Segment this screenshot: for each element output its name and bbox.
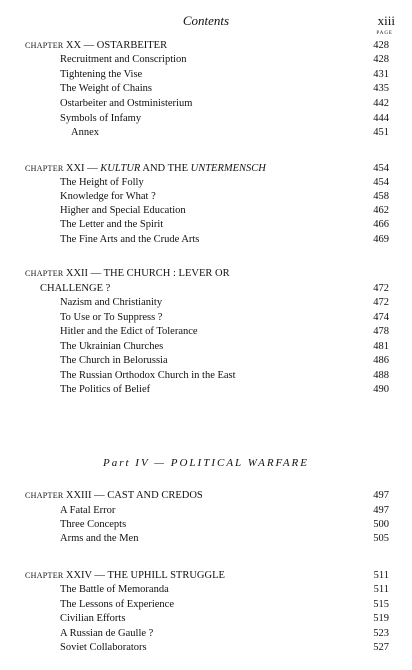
page-ref: 442 <box>373 98 389 109</box>
page-ref: 515 <box>373 599 389 610</box>
page-column-label: PAGE <box>376 31 393 36</box>
part-heading: Part IV — POLITICAL WARFARE <box>102 457 309 469</box>
page-ref: 519 <box>373 613 389 624</box>
section-entry: Arms and the Men <box>60 533 139 544</box>
section-entry: Symbols of Infamy <box>60 113 142 124</box>
page-ref: 500 <box>373 519 389 530</box>
page-ref: 505 <box>373 533 389 544</box>
page-ref: 454 <box>373 177 389 188</box>
section-entry: The Weight of Chains <box>60 83 152 94</box>
section-entry: The Ukrainian Churches <box>60 341 164 352</box>
page-ref: 472 <box>373 297 389 308</box>
page-ref: 466 <box>373 219 389 230</box>
section-entry: The Politics of Belief <box>60 384 151 395</box>
page-ref: 488 <box>373 370 389 381</box>
section-entry: The Height of Folly <box>60 177 144 188</box>
page-ref: 481 <box>373 341 389 352</box>
chapter-heading <box>25 40 167 52</box>
page-ref: 486 <box>373 355 389 366</box>
chapter-title-continued: CHALLENGE ? <box>40 283 111 294</box>
page-ref: 511 <box>373 584 389 595</box>
page-number: xiii <box>377 13 395 28</box>
section-entry: To Use or To Suppress ? <box>60 312 163 323</box>
page-ref: 431 <box>373 69 389 80</box>
page-ref: 428 <box>373 40 389 51</box>
section-entry: The Russian Orthodox Church in the East <box>60 370 236 381</box>
chapter-title: XXIII — CAST AND CREDOS <box>65 490 203 501</box>
section-entry: Civilian Efforts <box>60 613 126 624</box>
running-title: Contents <box>182 13 230 28</box>
chapter-heading <box>25 163 266 175</box>
section-entry: Nazism and Christianity <box>60 297 163 308</box>
chapter-prefix: CHAPTER <box>25 269 66 278</box>
chapter-title: XXII — THE CHURCH : LEVER OR <box>65 268 230 279</box>
page-ref: 462 <box>373 205 389 216</box>
section-entry: Hitler and the Edict of Tolerance <box>60 326 198 337</box>
chapter-title: XX — OSTARBEITER <box>65 40 168 51</box>
page-ref: 478 <box>373 326 389 337</box>
annex-entry: Annex <box>71 127 99 138</box>
section-entry: The Lessons of Experience <box>60 599 174 610</box>
section-entry: The Battle of Memoranda <box>60 584 169 595</box>
section-entry: Recruitment and Conscription <box>60 54 187 65</box>
section-entry: Higher and Special Education <box>60 205 186 216</box>
page-ref: 511 <box>373 570 389 581</box>
section-entry: Soviet Collaborators <box>60 642 147 653</box>
section-entry: The Church in Belorussia <box>60 355 168 366</box>
page-ref: 497 <box>373 505 389 516</box>
chapter-prefix: CHAPTER <box>25 41 66 50</box>
page-ref: 490 <box>373 384 389 395</box>
page-ref: 458 <box>373 191 389 202</box>
section-entry: Three Concepts <box>60 519 127 530</box>
section-entry: A Russian de Gaulle ? <box>60 628 154 639</box>
page-ref: 469 <box>373 234 389 245</box>
chapter-title: XXIV — THE UPHILL STRUGGLE <box>65 570 225 581</box>
page-ref: 435 <box>373 83 389 94</box>
page-ref: 523 <box>373 628 389 639</box>
chapter-prefix: CHAPTER <box>25 571 66 580</box>
chapter-heading <box>25 570 225 582</box>
chapter-prefix: CHAPTER <box>25 491 66 500</box>
section-entry: The Letter and the Spirit <box>60 219 164 230</box>
section-entry: The Fine Arts and the Crude Arts <box>60 234 200 245</box>
page-ref: 451 <box>373 127 389 138</box>
section-entry: A Fatal Error <box>60 505 116 516</box>
page-ref: 444 <box>373 113 389 124</box>
page-ref: 497 <box>373 490 389 501</box>
section-entry: Knowledge for What ? <box>60 191 156 202</box>
chapter-prefix: CHAPTER <box>25 164 66 173</box>
chapter-heading <box>25 490 203 502</box>
page-ref: 527 <box>373 642 389 653</box>
chapter-heading <box>25 268 230 280</box>
section-entry: Tightening the Vise <box>60 69 143 80</box>
page-ref: 428 <box>373 54 389 65</box>
page-ref: 474 <box>373 312 389 323</box>
page-ref: 472 <box>373 283 389 294</box>
section-entry: Ostarbeiter and Ostministerium <box>60 98 193 109</box>
chapter-title: XXI — KULTUR AND THE UNTERMENSCH <box>65 163 266 174</box>
page-ref: 454 <box>373 163 389 174</box>
